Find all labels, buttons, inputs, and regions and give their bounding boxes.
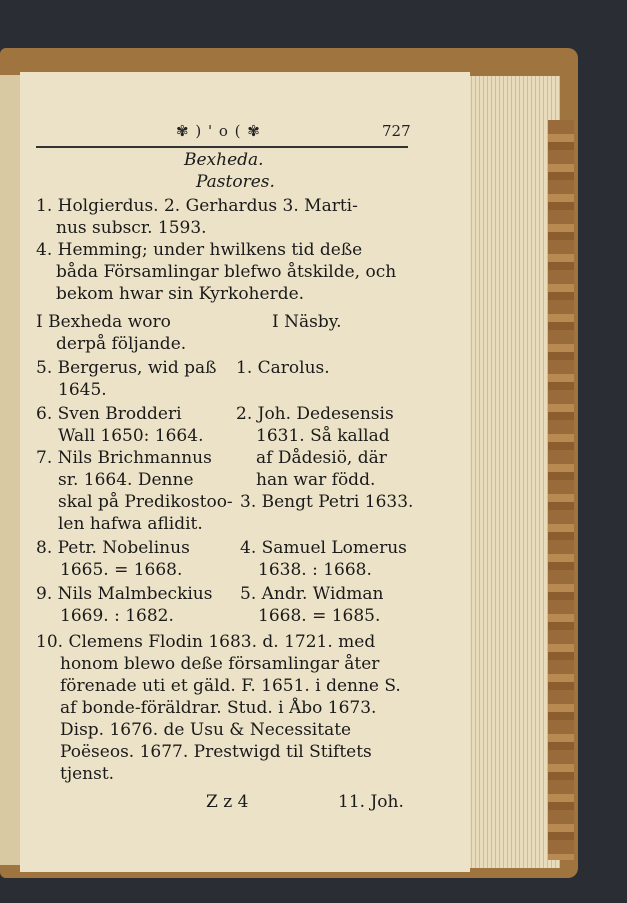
text-line: 10. Clemens Flodin 1683. d. 1721. med — [36, 632, 376, 652]
text-line: 5. Bergerus, wid paß — [36, 358, 217, 378]
running-header — [0, 122, 420, 144]
text-line: Disp. 1676. de Usu & Necessitate — [60, 720, 352, 740]
text-line: af bonde-föräldrar. Stud. i Åbo 1673. — [60, 698, 377, 718]
text-line: 1669. : 1682. — [60, 606, 174, 626]
catchword: 11. Joh. — [338, 792, 404, 812]
text-line: 7. Nils Brichmannus — [36, 448, 212, 468]
header-rule — [36, 146, 408, 148]
text-line: len hafwa aflidit. — [58, 514, 203, 534]
text-line: sr. 1664. Denne — [58, 470, 194, 490]
text-line: 1645. — [58, 380, 107, 400]
text-line: 1. Carolus. — [236, 358, 330, 378]
text-line: 1665. = 1668. — [60, 560, 183, 580]
text-line: I Näsby. — [272, 312, 342, 332]
text-line: tjenst. — [60, 764, 115, 784]
text-line: 9. Nils Malmbeckius — [36, 584, 213, 604]
signature-mark: Z z 4 — [206, 792, 249, 812]
text-line: 8. Petr. Nobelinus — [36, 538, 190, 558]
facing-page-edge — [0, 75, 20, 865]
text-line: han war född. — [256, 470, 376, 490]
text-line: Wall 1650: 1664. — [58, 426, 204, 446]
text-line: 2. Joh. Dedesensis — [236, 404, 394, 424]
place-title: Bexheda. — [184, 150, 264, 170]
page-edges — [468, 76, 560, 868]
text-line: honom blewo deße församlingar åter — [60, 654, 380, 674]
text-line: Poëseos. 1677. Prestwigd til Stiftets — [60, 742, 372, 762]
section-heading: Pastores. — [196, 172, 275, 192]
text-line: af Dådesiö, där — [256, 448, 387, 468]
text-line: 1638. : 1668. — [258, 560, 372, 580]
header-ornament: ✾ ) ' o ( ✾ — [176, 122, 261, 140]
text-line: 4. Samuel Lomerus — [240, 538, 407, 558]
text-line: bekom hwar sin Kyrkoherde. — [56, 284, 305, 304]
text-line: 6. Sven Brodderi — [36, 404, 182, 424]
text-line: skal på Predikostoo- — [58, 492, 233, 512]
text-line: 1631. Så kallad — [256, 426, 390, 446]
text-line: 5. Andr. Widman — [240, 584, 384, 604]
text-line: båda Församlingar blefwo åtskilde, och — [56, 262, 397, 282]
text-line: derpå följande. — [56, 334, 187, 354]
page-number: 727 — [382, 122, 411, 140]
text-line: nus subscr. 1593. — [56, 218, 207, 238]
text-line: förenade uti et gäld. F. 1651. i denne S. — [60, 676, 401, 696]
text-line: 1668. = 1685. — [258, 606, 381, 626]
text-line: 3. Bengt Petri 1633. — [240, 492, 414, 512]
text-line: 4. Hemming; under hwilkens tid deße — [36, 240, 363, 260]
text-line: I Bexheda woro — [36, 312, 171, 332]
text-line: 1. Holgierdus. 2. Gerhardus 3. Marti- — [36, 196, 358, 216]
book-spine-edge — [548, 120, 574, 860]
